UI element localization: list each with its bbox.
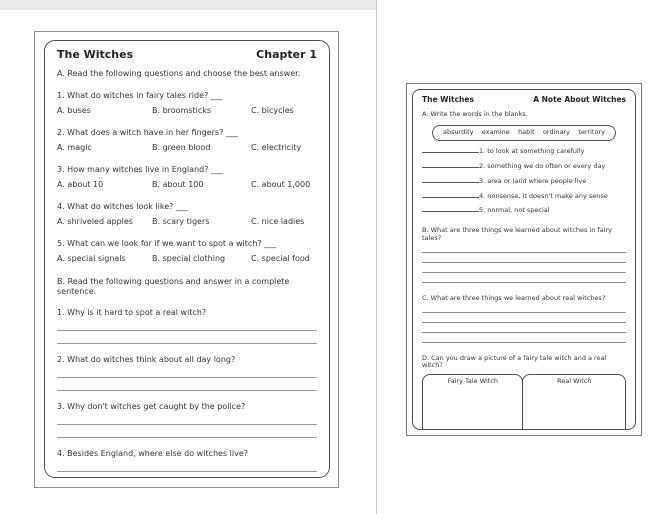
- answer-line: [422, 272, 626, 273]
- section-d-heading: D. Can you draw a picture of a fairy tale witch and a real witch?: [422, 353, 607, 370]
- answer-line: [57, 424, 317, 425]
- multiple-choice-question-3: [57, 165, 317, 190]
- multiple-choice-question-1: [57, 91, 317, 116]
- fill-in-item-3: [422, 176, 626, 186]
- answer-options: [57, 180, 317, 190]
- option-b: B. broomsticks: [152, 105, 212, 115]
- multiple-choice-question-2: [57, 128, 317, 153]
- multiple-choice-question-5: [57, 239, 317, 264]
- section-b-heading: B. What are three things we learned about witches in fairy tales?: [422, 226, 613, 242]
- section-a-heading: A. Write the words in the blanks.: [422, 109, 528, 118]
- fill-in-item-1: [422, 146, 626, 156]
- drawing-box-real-witch: [522, 374, 626, 430]
- option-b: B. special clothing: [152, 253, 226, 263]
- option-a: A. magic: [57, 142, 92, 152]
- option-a: A. special signals: [57, 253, 126, 263]
- word-bank-word: habit: [518, 128, 535, 137]
- option-c: C. nice ladies: [251, 216, 305, 226]
- answer-line: [57, 330, 317, 331]
- section-a-heading: A. Read the following questions and choose the best answer.: [57, 68, 301, 78]
- answer-options: [57, 143, 317, 153]
- option-c: C. about 1,000: [251, 179, 311, 189]
- top-gray-band: [0, 0, 376, 10]
- answer-line: [422, 342, 626, 343]
- answer-options: [57, 106, 317, 116]
- section-b-heading: B. Read the following questions and answer in a complete sentence.: [57, 276, 290, 296]
- option-b: B. scary tigers: [152, 216, 210, 226]
- page-chapter1-frame: [44, 40, 330, 478]
- answer-line: [57, 471, 317, 472]
- answer-line: [422, 252, 626, 253]
- option-b: B. about 100: [152, 179, 204, 189]
- vertical-divider: [376, 0, 377, 514]
- page-title: The Witches: [422, 95, 474, 104]
- option-a: A. about 10: [57, 179, 104, 189]
- answer-line: [57, 343, 317, 344]
- question-text: 3. Why don't witches get caught by the police?: [57, 401, 246, 411]
- question-text: 1. Why is it hard to spot a real witch?: [57, 307, 207, 317]
- worksheet-page-chapter1: [34, 31, 339, 488]
- option-c: C. electricity: [251, 142, 302, 152]
- question-text: 1. What do witches in fairy tales ride? ___: [57, 90, 223, 100]
- definition-text: 3. area or land where people live: [479, 176, 587, 185]
- page-title: The Witches: [57, 48, 134, 61]
- option-a: A. shriveled apples: [57, 216, 133, 226]
- open-question-2: [57, 355, 317, 391]
- open-question-1: [57, 308, 317, 344]
- section-c-heading: C. What are three things we learned about real witches?: [422, 293, 606, 302]
- word-bank: [432, 125, 616, 141]
- chapter-label: Chapter 1: [256, 48, 317, 61]
- fill-blank: [422, 161, 479, 168]
- definition-text: 5. normal, not special: [479, 206, 550, 215]
- page-note-header: [422, 96, 626, 105]
- fill-blank: [422, 176, 479, 183]
- option-b: B. green blood: [152, 142, 211, 152]
- fill-in-item-4: [422, 191, 626, 201]
- answer-options: [57, 217, 317, 227]
- answer-line: [57, 377, 317, 378]
- question-text: 2. What does a witch have in her fingers? ___: [57, 127, 238, 137]
- question-text: 5. What can we look for if we want to spot a witch? ___: [57, 238, 277, 248]
- fill-blank: [422, 191, 479, 198]
- option-c: C. special food: [251, 253, 310, 263]
- open-question-4: [57, 449, 317, 478]
- page-subtitle: A Note About Witches: [533, 95, 626, 104]
- fill-blank: [422, 146, 479, 153]
- question-text: 3. How many witches live in England? ___: [57, 164, 223, 174]
- word-bank-word: territory: [578, 128, 605, 137]
- answer-line: [422, 332, 626, 333]
- question-text: 4. What do witches look like? ___: [57, 201, 188, 211]
- definition-text: 4. nonsense, it doesn't make any sense: [479, 191, 608, 200]
- option-a: A. buses: [57, 105, 91, 115]
- drawing-box-label: Real Witch: [557, 377, 592, 386]
- definition-text: 2. something we do often or every day: [479, 162, 606, 171]
- definition-text: 1. to look at something carefully: [479, 147, 585, 156]
- drawing-box-fairy-tale-witch: [422, 374, 523, 430]
- fill-blank: [422, 205, 479, 212]
- question-text: 4. Besides England, where else do witches live?: [57, 448, 249, 458]
- page-note-frame: [412, 89, 636, 430]
- word-bank-word: examine: [481, 128, 510, 137]
- answer-line: [422, 262, 626, 263]
- answer-line: [57, 390, 317, 391]
- open-question-3: [57, 402, 317, 438]
- drawing-box-label: Fairy Tale Witch: [447, 377, 499, 386]
- multiple-choice-question-4: [57, 202, 317, 227]
- answer-line: [57, 437, 317, 438]
- answer-options: [57, 254, 317, 264]
- answer-line: [422, 322, 626, 323]
- fill-in-item-5: [422, 205, 626, 215]
- word-bank-word: ordinary: [542, 128, 571, 137]
- answer-line: [422, 282, 626, 283]
- word-bank-word: absurdity: [443, 128, 474, 137]
- page-chapter1-header: [57, 49, 317, 62]
- answer-line: [422, 312, 626, 313]
- fill-in-item-2: [422, 161, 626, 171]
- drawing-boxes: [422, 374, 626, 430]
- question-text: 2. What do witches think about all day long?: [57, 354, 236, 364]
- option-c: C. bicycles: [251, 105, 294, 115]
- worksheet-page-note-about-witches: [406, 83, 642, 436]
